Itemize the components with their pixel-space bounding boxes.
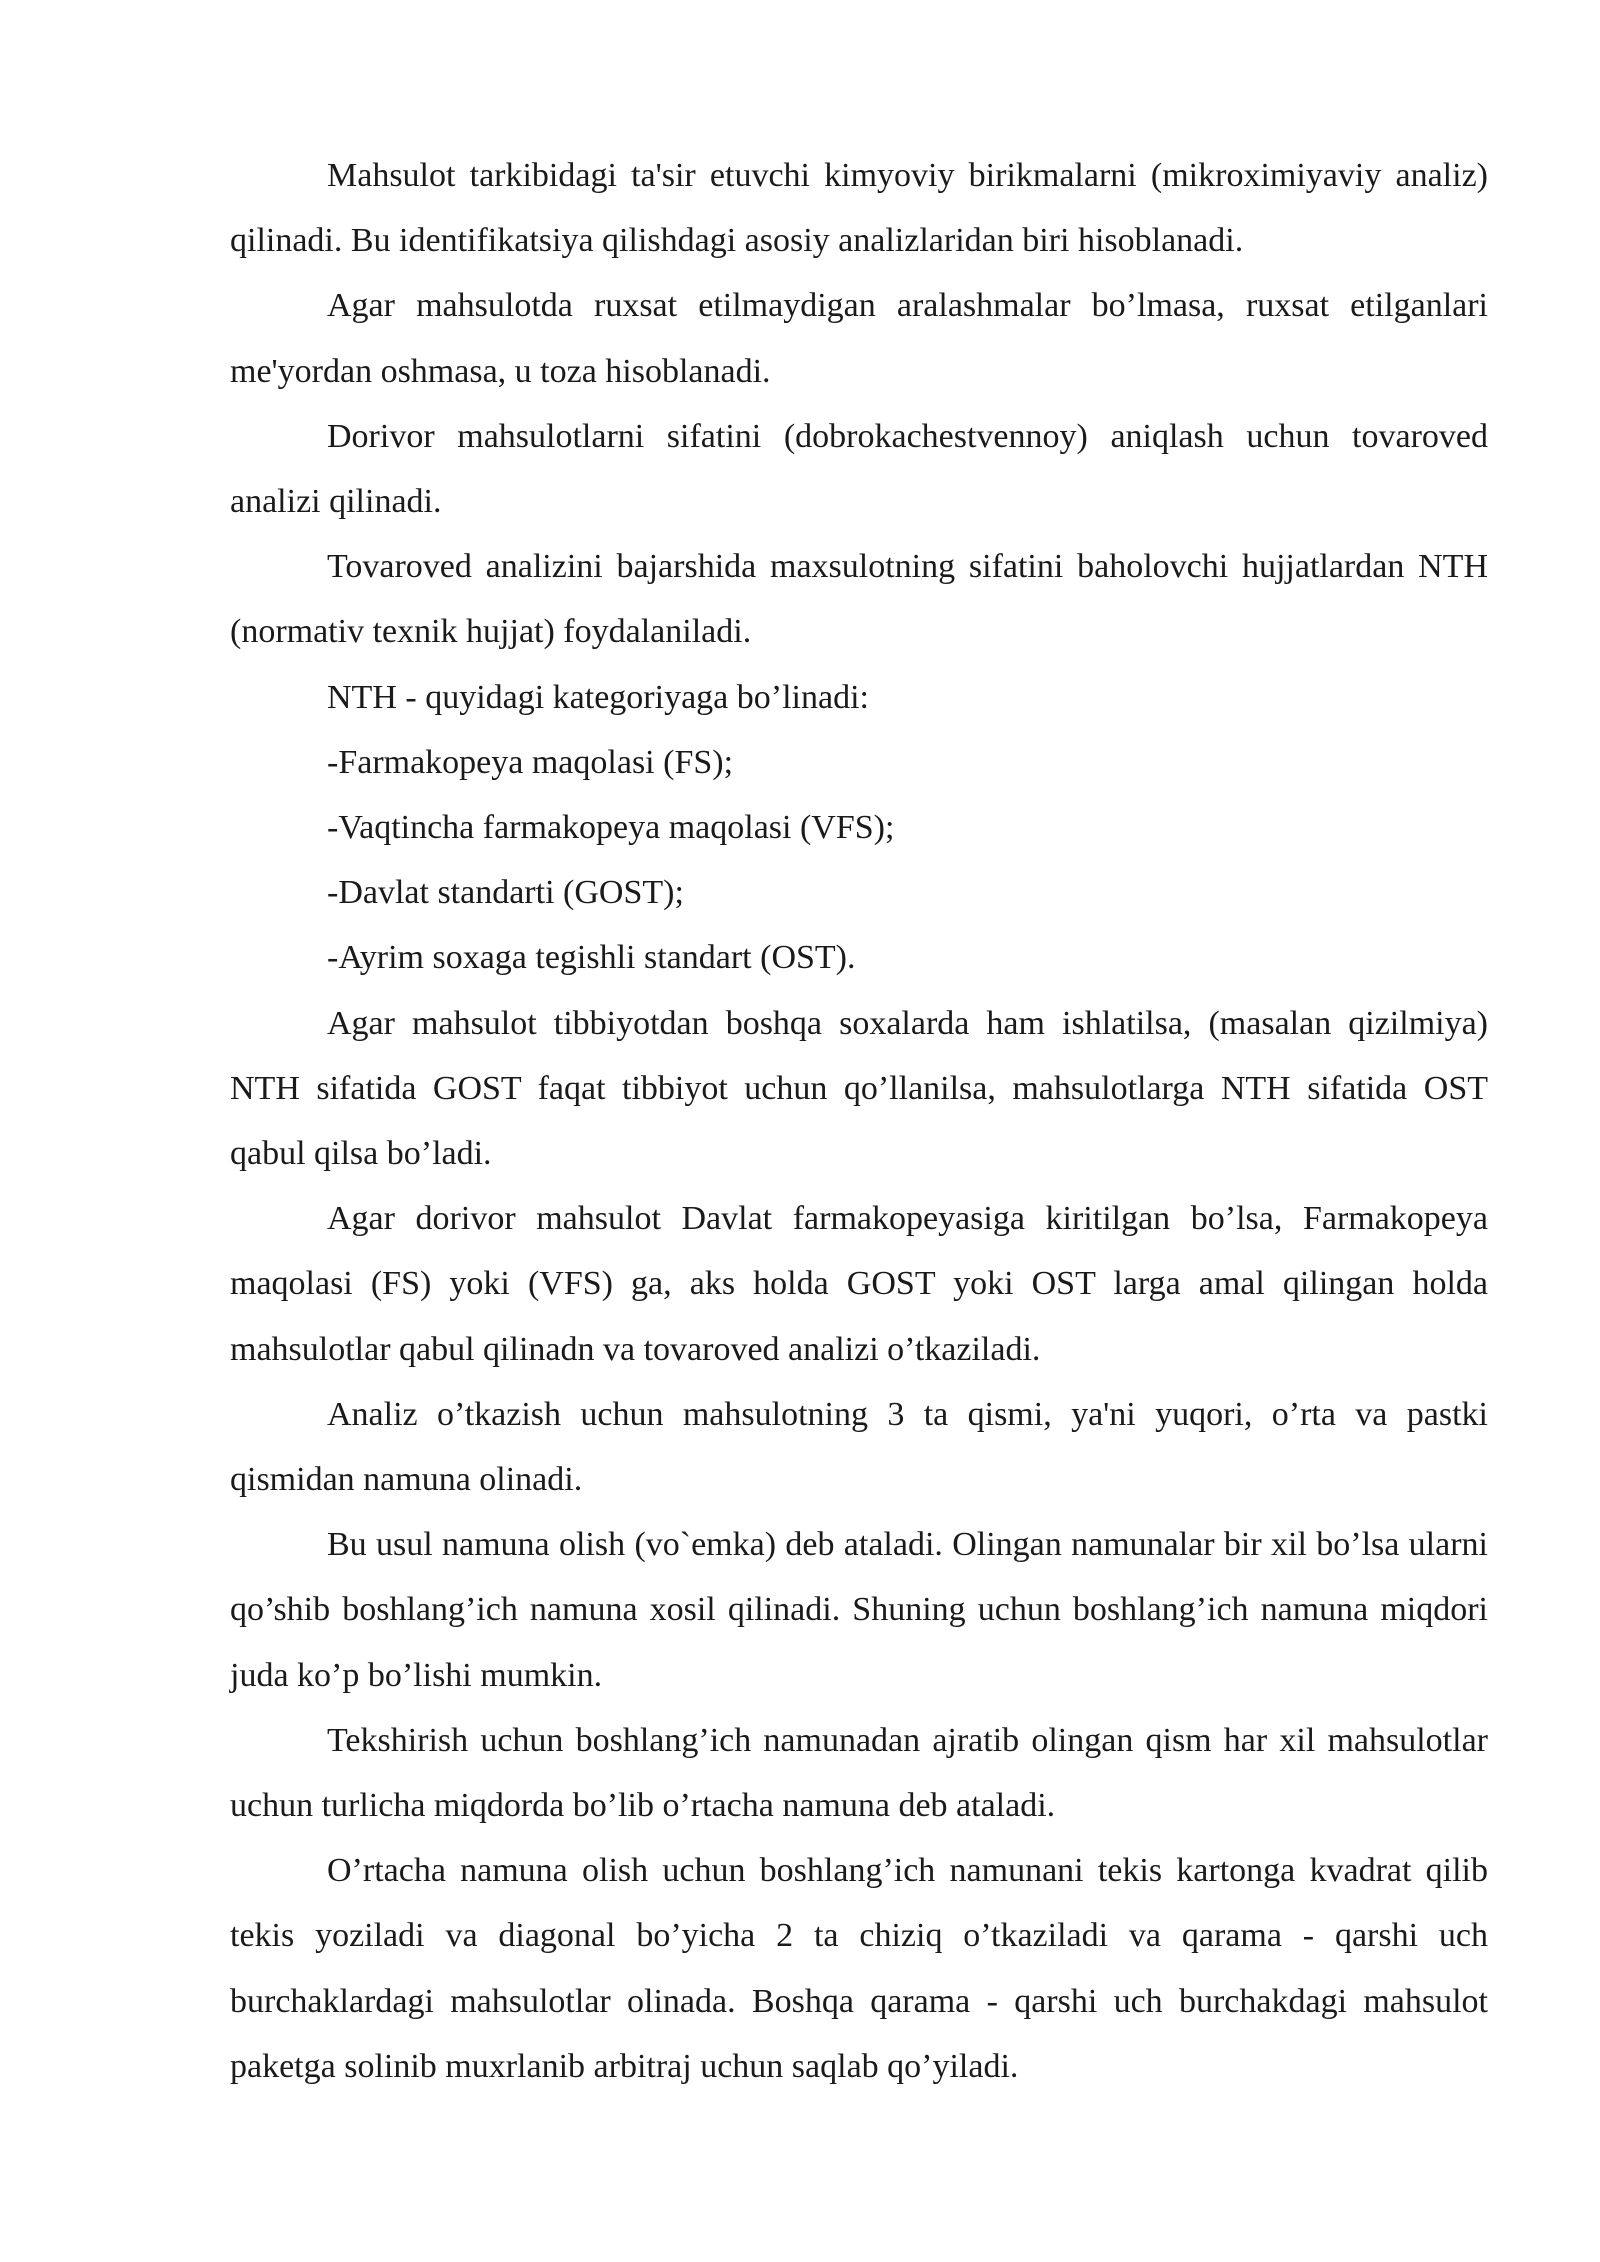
paragraph-quality: Dorivor mahsulotlarni sifatini (dobrokachestvennoy) aniqlash uchun tovaroved analizi qilinadi. — [230, 417, 1488, 521]
list-item-gost: -Davlat standarti (GOST); — [327, 874, 684, 912]
paragraph-average-sample: Tekshirish uchun boshlang’ich namunadan ajratib olingan qism har xil mahsulotlar uchun turlicha miqdorda bo’lib o’rtacha namuna deb ataladi. — [230, 1721, 1488, 1825]
paragraph-nth: Tovaroved analizini bajarshida maxsulotning sifatini baholovchi hujjatlardan NTH (normativ texnik hujjat) foydalaniladi. — [230, 548, 1488, 651]
paragraph-other-fields: Agar mahsulot tibbiyotdan boshqa soxalarda ham ishlatilsa, (masalan qizilmiya) NTH sifatida GOST faqat tibbiyot uchun qo’llanilsa, mahsulotlarga NTH sifatida OST qabul qilsa bo’ladi. — [230, 1004, 1488, 1173]
paragraph-purity: Agar mahsulotda ruxsat etilmaydigan aralashmalar bo’lmasa, ruxsat etilganlari me'yordan oshmasa, u toza hisoblanadi. — [230, 287, 1488, 390]
paragraph-pharmacopoeia: Agar dorivor mahsulot Davlat farmakopeyasiga kiritilgan bo’lsa, Farmakopeya maqolasi (FS) yoki (VFS) ga, aks holda GOST yoki OST larga amal qilingan holda mahsulotlar qabul qilinadn va tovaroved analizi o’tkaziladi. — [230, 1200, 1488, 1368]
paragraph-sampling-method: Bu usul namuna olish (vo`emka) deb ataladi. Olingan namunalar bir xil bo’lsa ularni qo’shib boshlang’ich namuna xosil qilinadi. Shuning uchun boshlang’ich namuna miqdori juda ko’p bo’lishi mumkin. — [230, 1526, 1488, 1694]
paragraph-analysis-intro: Mahsulot tarkibidagi ta'sir etuvchi kimyoviy birikmalarni (mikroximiyaviy analiz) qilinadi. Bu identifikatsiya qilishdagi asosiy analizlaridan biri hisoblanadi. — [230, 157, 1488, 260]
document-body — [230, 143, 1488, 2099]
list-item-ost: -Ayrim soxaga tegishli standart (OST). — [327, 939, 856, 977]
list-item-vfs: -Vaqtincha farmakopeya maqolasi (VFS); — [327, 809, 895, 847]
paragraph-nth-categories: NTH - quyidagi kategoriyaga bo’linadi: — [327, 678, 869, 716]
paragraph-sampling-parts: Analiz o’tkazish uchun mahsulotning 3 ta qismi, ya'ni yuqori, o’rta va pastki qismidan namuna olinadi. — [230, 1395, 1488, 1499]
paragraph-average-procedure: O’rtacha namuna olish uchun boshlang’ich namunani tekis kartonga kvadrat qilib tekis yoziladi va diagonal bo’yicha 2 ta chiziq o’tkaziladi va qarama - qarshi uch burchaklardagi mahsulotlar olinada. Boshqa qarama - qarshi uch burchakdagi mahsulot paketga solinib muxrlanib arbitraj uchun saqlab qo’yiladi. — [230, 1852, 1488, 2085]
list-item-fs: -Farmakopeya maqolasi (FS); — [327, 743, 734, 781]
